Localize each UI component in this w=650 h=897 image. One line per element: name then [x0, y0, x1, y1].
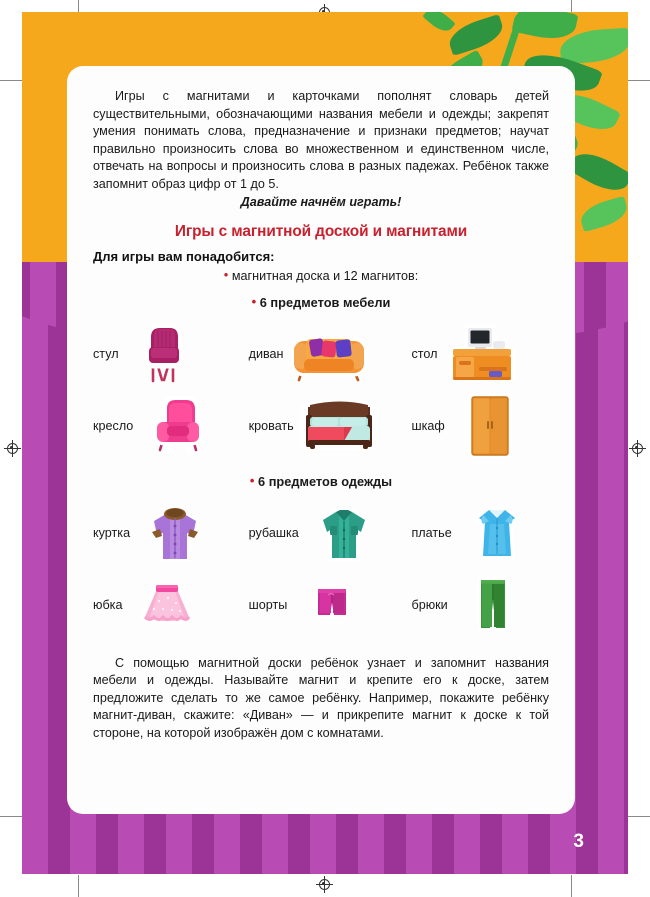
chair-icon	[127, 321, 201, 387]
bullet-dot-icon: •	[251, 293, 257, 309]
item-label: юбка	[93, 597, 123, 612]
crop-mark-bottom-left-h	[0, 816, 22, 817]
skirt-icon	[130, 572, 204, 638]
item-label: шкаф	[411, 418, 445, 433]
item-wardrobe	[411, 393, 549, 459]
clothes-bullet-line	[93, 474, 549, 489]
furniture-row	[93, 390, 549, 462]
shorts-icon	[295, 572, 369, 638]
crop-mark-bottom-right-v	[571, 875, 572, 897]
item-armchair	[93, 393, 249, 459]
clothes-bullet-text: 6 предметов одежды	[258, 473, 393, 489]
trousers-icon	[456, 572, 530, 638]
crop-mark-bottom-left-v	[78, 875, 79, 897]
materials-bullet-text: магнитная доска и 12 магнитов:	[231, 268, 419, 283]
clothes-row	[93, 497, 549, 569]
outro-paragraph: С помощью магнитной доски ребёнок узнает и запомнит названия мебели и одежды. Называйте магнит и крепите его к доске, затем предложите сделать то же самое ребёнку. Например, покажите ребёнку магнит-диван, скажите: «Диван» — и прикрепите магнит к доске к той стороне, на которой изображён дом с комнатами.	[93, 655, 549, 740]
item-label: шорты	[248, 597, 288, 612]
item-label: рубашка	[248, 525, 299, 540]
desk-icon	[445, 321, 519, 387]
clothes-row	[93, 569, 549, 641]
item-shorts	[249, 572, 412, 638]
registration-mark-left	[4, 440, 21, 457]
intro-paragraph: Игры с магнитами и карточками пополнят словарь детей существительными, обозначающими названия мебели и одежды; закрепят умения понимать слова, предназначение и признаки предметов; научат правильно произносить слова во множественном и единственном числе, отвечать на вопросы и произносить слова в разных падежах. Ребёнок также запомнит образ цифр от 1 до 5.	[93, 89, 549, 191]
registration-mark-bottom	[316, 876, 333, 893]
dress-icon	[460, 500, 534, 566]
item-desk	[411, 321, 549, 387]
furniture-row	[93, 318, 549, 390]
item-trousers	[411, 572, 549, 638]
clothes-grid	[93, 497, 549, 641]
item-bed	[249, 393, 412, 459]
jacket-icon	[138, 500, 212, 566]
item-skirt	[93, 572, 249, 638]
page-number: 3	[573, 831, 584, 852]
call-to-action-text: Давайте начнём играть!	[240, 194, 402, 209]
item-dress	[411, 500, 549, 566]
item-chair	[93, 321, 249, 387]
item-label: кровать	[248, 418, 294, 433]
registration-mark-right	[629, 440, 646, 457]
item-jacket	[93, 500, 249, 566]
armchair-icon	[141, 393, 215, 459]
bed-icon	[302, 393, 376, 459]
furniture-bullet-text: 6 предметов мебели	[259, 294, 391, 310]
crop-mark-top-right-h	[628, 80, 650, 81]
section-subheading: Для игры вам понадобится:	[93, 248, 275, 264]
materials-bullet-line	[93, 268, 549, 283]
item-shirt	[249, 500, 412, 566]
furniture-bullet-line	[93, 295, 549, 310]
crop-mark-bottom-right-h	[628, 816, 650, 817]
bullet-dot-icon: •	[223, 266, 229, 282]
item-sofa	[249, 321, 412, 387]
wardrobe-icon	[453, 393, 527, 459]
crop-mark-top-left-h	[0, 80, 22, 81]
content-card	[67, 66, 575, 814]
item-label: куртка	[93, 525, 131, 540]
bullet-dot-icon: •	[249, 472, 255, 488]
item-label: стул	[93, 346, 119, 361]
item-label: диван	[248, 346, 284, 361]
item-label: платье	[411, 525, 452, 540]
item-label: кресло	[93, 418, 134, 433]
furniture-grid	[93, 318, 549, 462]
shirt-icon	[307, 500, 381, 566]
item-label: стол	[411, 346, 438, 361]
sofa-icon	[292, 321, 366, 387]
section-heading: Игры с магнитной доской и магнитами	[174, 222, 468, 240]
item-label: брюки	[411, 597, 448, 612]
